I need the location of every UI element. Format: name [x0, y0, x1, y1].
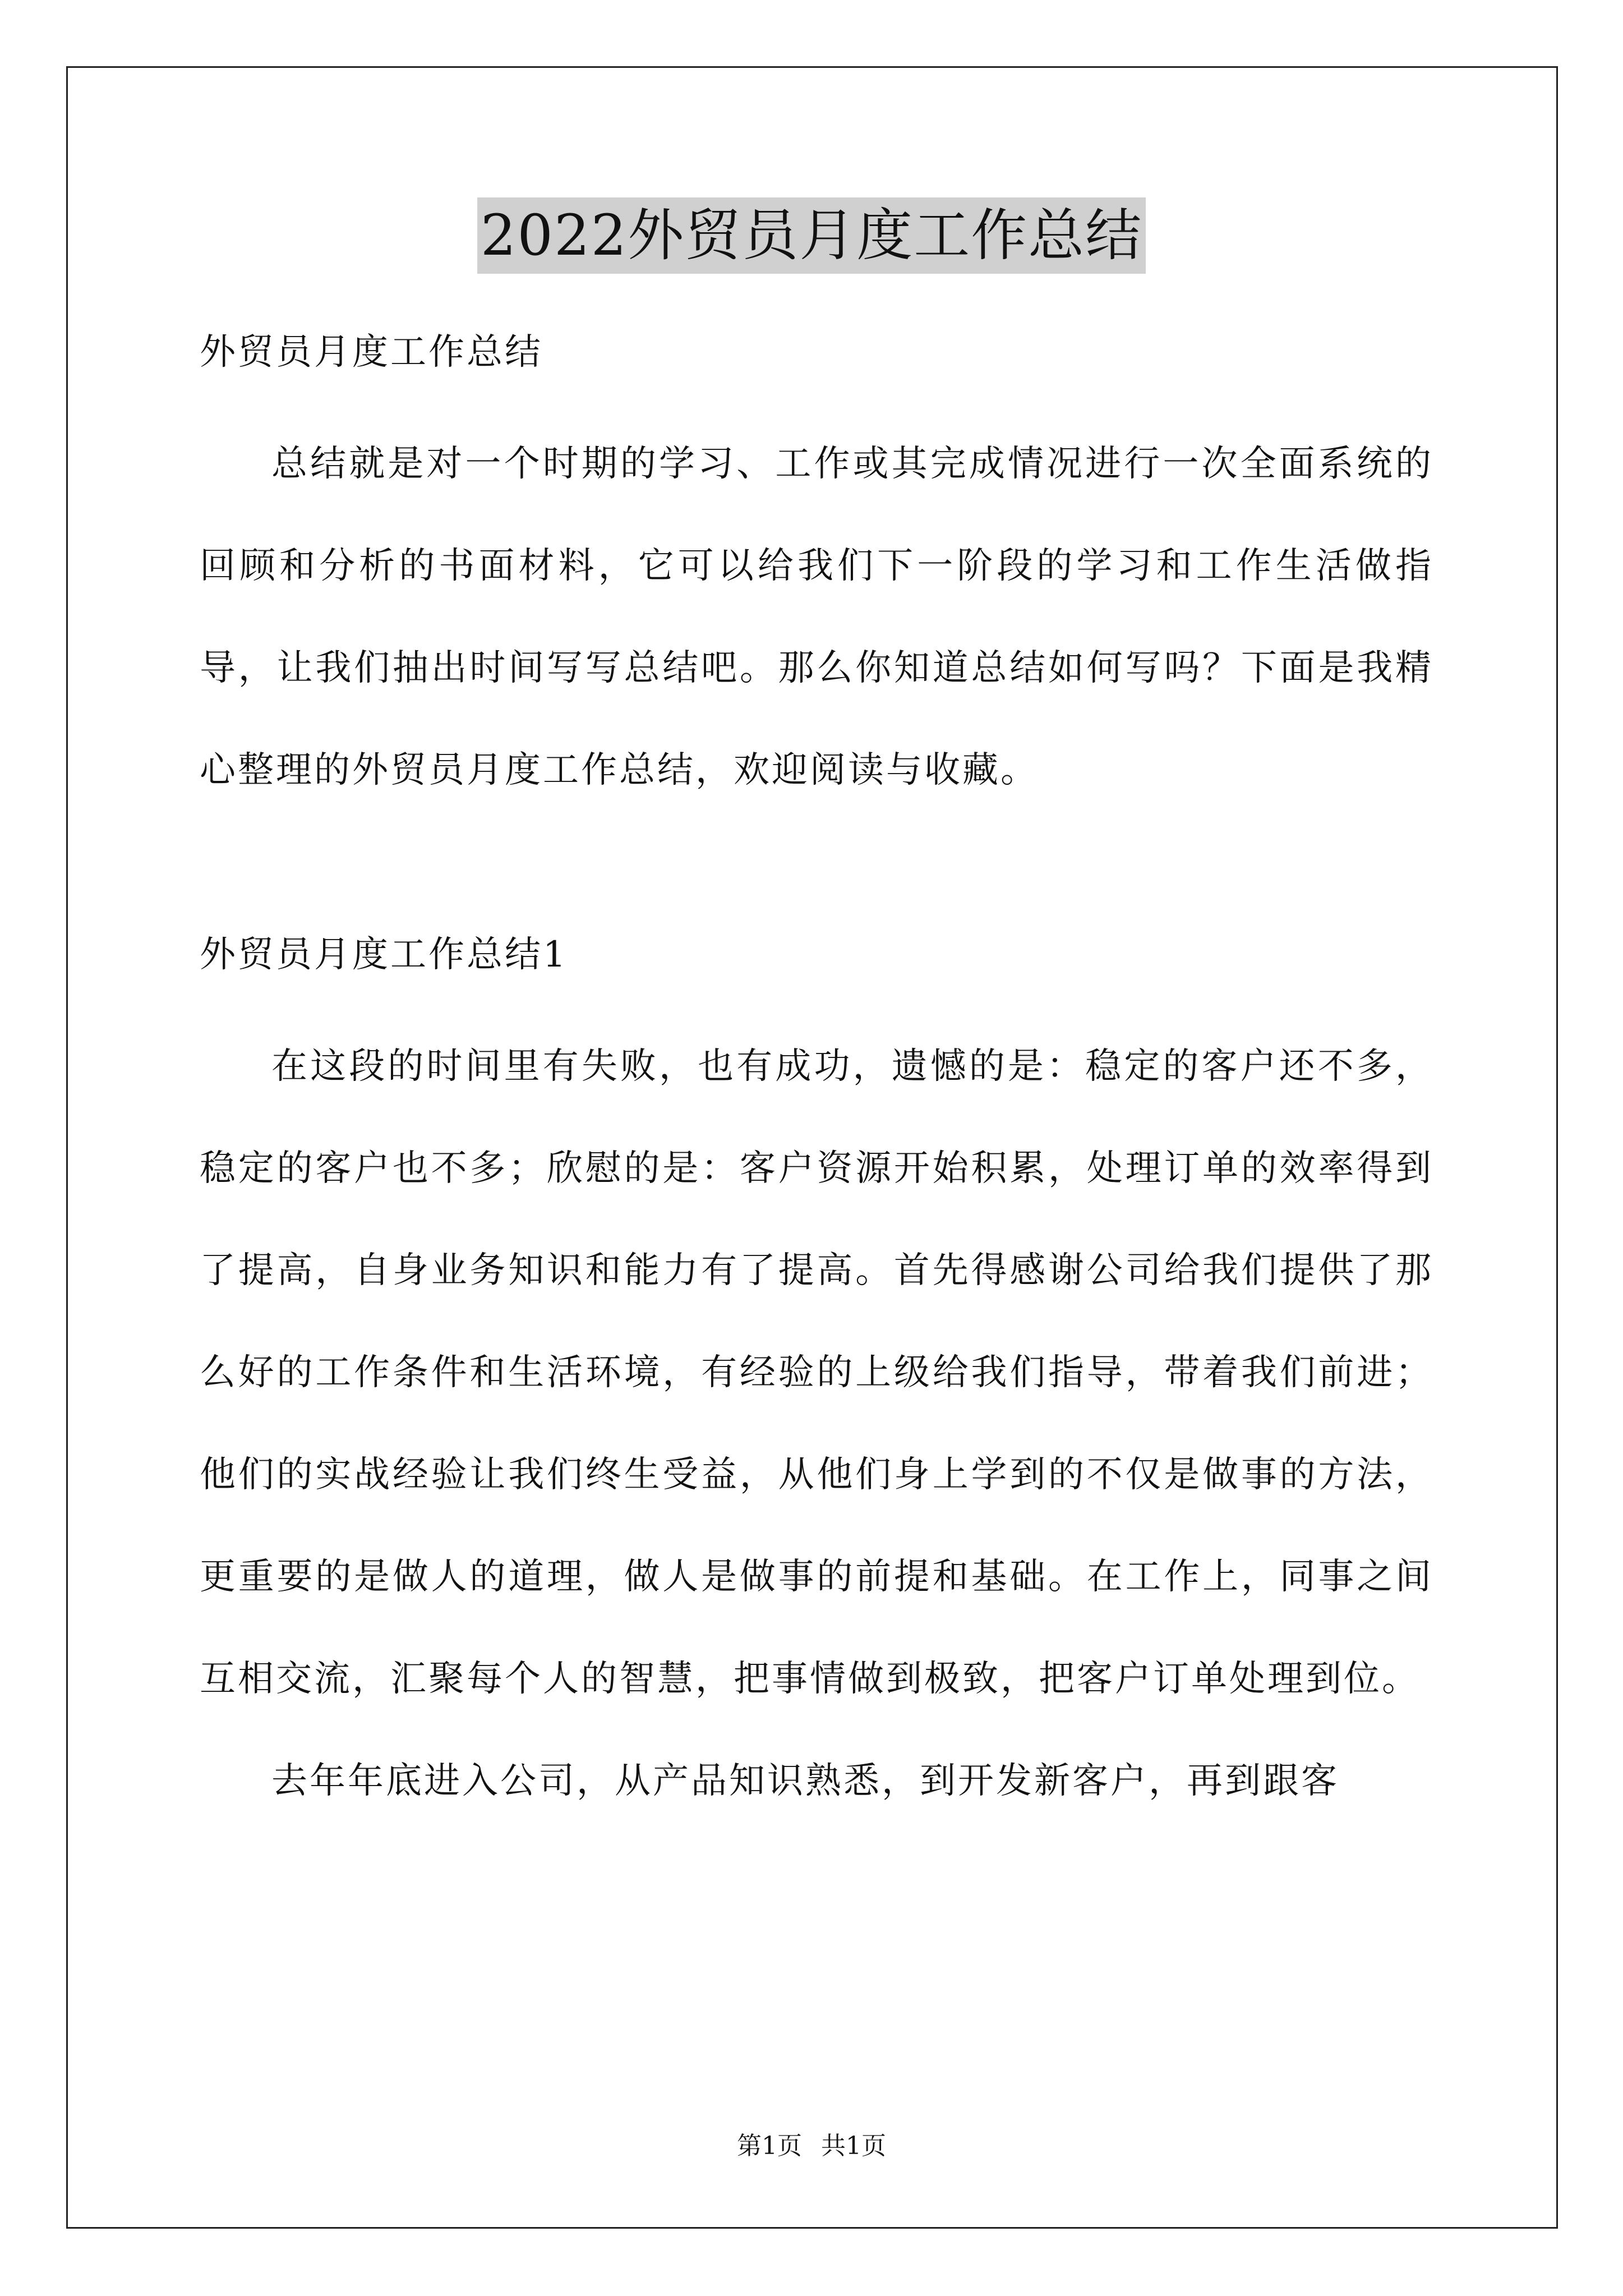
title-container — [0, 197, 1623, 274]
page-number-current: 第1页 — [737, 2132, 802, 2160]
spacer — [200, 379, 1433, 413]
page-footer — [0, 2131, 1623, 2162]
document-title: 2022外贸员月度工作总结 — [477, 197, 1146, 274]
spacer — [200, 982, 1433, 1015]
section1-heading: 外贸员月度工作总结1 — [200, 934, 568, 976]
intro-paragraph: 总结就是对一个时期的学习、工作或其完成情况进行一次全面系统的回顾和分析的书面材料，它可以给我们下一阶段的学习和工作生活做指导，让我们抽出时间写写总结吧。那么你知道总结如何写吗？下面是我精心整理的外贸员月度工作总结，欢迎阅读与收藏。 — [200, 443, 1433, 791]
intro-heading: 外贸员月度工作总结 — [200, 332, 543, 373]
document-body — [200, 325, 1433, 1832]
section1-paragraph-1: 在这段的时间里有失败，也有成功，遗憾的是：稳定的客户还不多，稳定的客户也不多；欣慰的是：客户资源开始积累，处理订单的效率得到了提高，自身业务知识和能力有了提高。首先得感谢公司给我们提供了那么好的工作条件和生活环境，有经验的上级给我们指导，带着我们前进；他们的实战经验让我们终生受益，从他们身上学到的不仅是做事的方法，更重要的是做人的道理，做人是做事的前提和基础。在工作上，同事之间互相交流，汇聚每个人的智慧，把事情做到极致，把客户订单处理到位。 — [200, 1046, 1433, 1700]
section1-paragraph-2: 去年年底进入公司，从产品知识熟悉，到开发新客户，再到跟客 — [271, 1760, 1339, 1802]
spacer — [200, 821, 1433, 928]
page-number-total: 共1页 — [821, 2132, 886, 2160]
